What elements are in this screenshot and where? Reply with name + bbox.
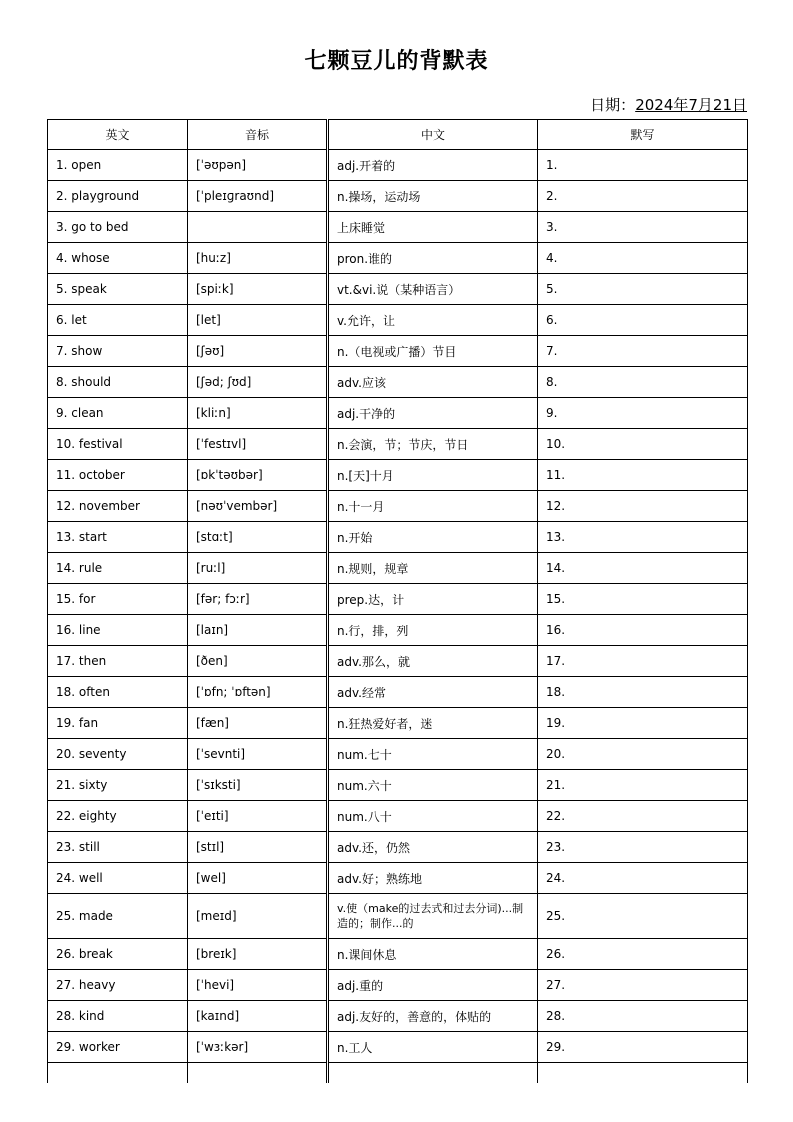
table-row — [48, 181, 748, 212]
chinese-cell — [328, 522, 538, 553]
dictation-cell-text: 20. — [546, 747, 566, 761]
table-row — [48, 553, 748, 584]
phonetic-cell — [188, 150, 328, 181]
dictation-cell-text: 8. — [546, 375, 558, 389]
english-cell-text: 13. start — [56, 530, 107, 544]
english-cell-text: 25. made — [56, 909, 113, 923]
english-cell-text: 6. let — [56, 313, 87, 327]
english-cell-text: 16. line — [56, 623, 101, 637]
table-row — [48, 491, 748, 522]
dictation-cell-text: 15. — [546, 592, 566, 606]
dictation-cell-text: 18. — [546, 685, 566, 699]
dictation-cell — [538, 739, 748, 770]
english-cell-text: 1. open — [56, 158, 102, 172]
phonetic-cell-text: [ʃəʊ] — [196, 344, 225, 358]
table-row — [48, 460, 748, 491]
phonetic-cell-text: [kliːn] — [196, 406, 231, 420]
chinese-cell-text: num.七十 — [337, 747, 392, 762]
phonetic-cell-text: [meɪd] — [196, 909, 237, 923]
english-cell-text: 19. fan — [56, 716, 99, 730]
phonetic-cell-text: [ˈeɪti] — [196, 809, 229, 823]
english-cell-text: 18. often — [56, 685, 110, 699]
dictation-cell-text: 3. — [546, 220, 558, 234]
chinese-cell — [328, 894, 538, 939]
dictation-cell — [538, 832, 748, 863]
phonetic-cell — [188, 212, 328, 243]
phonetic-cell — [188, 1001, 328, 1032]
english-cell — [48, 243, 188, 274]
english-cell — [48, 336, 188, 367]
table-row — [48, 305, 748, 336]
chinese-cell — [328, 274, 538, 305]
english-cell-text: 12. november — [56, 499, 140, 513]
english-cell-text: 4. whose — [56, 251, 110, 265]
english-cell — [48, 832, 188, 863]
chinese-cell — [328, 801, 538, 832]
dictation-cell — [538, 429, 748, 460]
phonetic-cell — [188, 708, 328, 739]
phonetic-cell — [188, 460, 328, 491]
dictation-cell — [538, 894, 748, 939]
phonetic-cell-text: [laɪn] — [196, 623, 229, 637]
phonetic-cell — [188, 970, 328, 1001]
phonetic-cell — [188, 1032, 328, 1063]
chinese-cell-text: num.八十 — [337, 809, 392, 824]
english-cell — [48, 584, 188, 615]
header-row — [48, 120, 748, 150]
blank-cell — [188, 1063, 328, 1084]
phonetic-cell-text: [ruːl] — [196, 561, 226, 575]
dictation-cell — [538, 181, 748, 212]
dictation-cell-text: 25. — [546, 909, 566, 923]
phonetic-cell — [188, 739, 328, 770]
dictation-cell-text: 24. — [546, 871, 566, 885]
dictation-cell-text: 14. — [546, 561, 566, 575]
english-cell — [48, 212, 188, 243]
phonetic-cell-text: [breɪk] — [196, 947, 237, 961]
phonetic-cell — [188, 181, 328, 212]
chinese-cell — [328, 708, 538, 739]
chinese-cell-text: adv.还，仍然 — [337, 840, 410, 855]
chinese-cell-text: num.六十 — [337, 778, 392, 793]
chinese-cell — [328, 398, 538, 429]
chinese-cell-text: adv.经常 — [337, 685, 386, 700]
dictation-cell-text: 28. — [546, 1009, 566, 1023]
date-line — [590, 94, 747, 115]
table-row — [48, 708, 748, 739]
blank-cell — [328, 1063, 538, 1084]
dictation-cell — [538, 522, 748, 553]
phonetic-cell-text: [ɒkˈtəʊbər] — [196, 468, 263, 482]
chinese-cell — [328, 429, 538, 460]
table-row — [48, 398, 748, 429]
dictation-cell-text: 22. — [546, 809, 566, 823]
phonetic-cell — [188, 243, 328, 274]
chinese-cell — [328, 181, 538, 212]
phonetic-cell-text: [ˈsevnti] — [196, 747, 246, 761]
english-cell-text: 29. worker — [56, 1040, 120, 1054]
phonetic-cell — [188, 336, 328, 367]
phonetic-cell — [188, 939, 328, 970]
chinese-cell — [328, 739, 538, 770]
table-row — [48, 646, 748, 677]
dictation-cell — [538, 708, 748, 739]
chinese-cell — [328, 336, 538, 367]
phonetic-cell — [188, 677, 328, 708]
dictation-cell-text: 6. — [546, 313, 558, 327]
english-cell-text: 17. then — [56, 654, 107, 668]
dictation-cell — [538, 1001, 748, 1032]
table-row — [48, 150, 748, 181]
phonetic-cell — [188, 491, 328, 522]
phonetic-cell-text: [ðen] — [196, 654, 228, 668]
english-cell — [48, 181, 188, 212]
english-cell-text: 27. heavy — [56, 978, 116, 992]
phonetic-cell — [188, 398, 328, 429]
dictation-cell — [538, 553, 748, 584]
table-row — [48, 770, 748, 801]
dictation-cell — [538, 615, 748, 646]
chinese-cell-text: adv.应该 — [337, 375, 386, 390]
english-cell-text: 9. clean — [56, 406, 104, 420]
date-label: 日期： — [590, 96, 636, 114]
table-row — [48, 584, 748, 615]
table-row — [48, 801, 748, 832]
chinese-cell — [328, 646, 538, 677]
phonetic-cell-text: [stɪl] — [196, 840, 225, 854]
dictation-cell-text: 17. — [546, 654, 566, 668]
english-cell — [48, 615, 188, 646]
table-row — [48, 212, 748, 243]
dictation-cell-text: 5. — [546, 282, 558, 296]
english-cell-text: 14. rule — [56, 561, 103, 575]
table-row — [48, 1032, 748, 1063]
phonetic-cell-text: [let] — [196, 313, 221, 327]
chinese-cell — [328, 243, 538, 274]
table-row — [48, 939, 748, 970]
dictation-cell — [538, 367, 748, 398]
english-cell-text: 3. go to bed — [56, 220, 129, 234]
english-cell-text: 28. kind — [56, 1009, 105, 1023]
phonetic-cell — [188, 584, 328, 615]
dictation-cell-text: 13. — [546, 530, 566, 544]
dictation-cell-text: 4. — [546, 251, 558, 265]
dictation-cell-text: 16. — [546, 623, 566, 637]
dictation-cell-text: 23. — [546, 840, 566, 854]
table-row — [48, 832, 748, 863]
chinese-cell — [328, 212, 538, 243]
dictation-cell — [538, 274, 748, 305]
table-row — [48, 243, 748, 274]
english-cell — [48, 677, 188, 708]
chinese-cell-text: n.十一月 — [337, 499, 385, 514]
dictation-cell — [538, 770, 748, 801]
phonetic-cell — [188, 367, 328, 398]
chinese-cell-text: prep.达，计 — [337, 592, 405, 607]
header-dictation: 默写 — [538, 120, 748, 150]
phonetic-cell-text: [ˈhevi] — [196, 978, 235, 992]
phonetic-cell-text: [ˈəʊpən] — [196, 158, 247, 172]
dictation-cell — [538, 970, 748, 1001]
phonetic-cell-text: [fæn] — [196, 716, 229, 730]
table-row — [48, 970, 748, 1001]
dictation-cell — [538, 677, 748, 708]
phonetic-cell-text: [wel] — [196, 871, 226, 885]
phonetic-cell-text: [ˈfestɪvl] — [196, 437, 247, 451]
english-cell — [48, 708, 188, 739]
phonetic-cell — [188, 429, 328, 460]
english-cell-text: 2. playground — [56, 189, 140, 203]
phonetic-cell — [188, 615, 328, 646]
phonetic-cell-text: [nəʊˈvembər] — [196, 499, 278, 513]
dictation-cell — [538, 243, 748, 274]
phonetic-cell — [188, 894, 328, 939]
chinese-cell-text: n.狂热爱好者，迷 — [337, 716, 433, 731]
dictation-cell-text: 11. — [546, 468, 566, 482]
english-cell — [48, 522, 188, 553]
phonetic-cell-text: [ˈsɪksti] — [196, 778, 241, 792]
chinese-cell — [328, 939, 538, 970]
table-row — [48, 274, 748, 305]
vocab-table — [47, 119, 748, 1083]
phonetic-cell-text: [spiːk] — [196, 282, 234, 296]
dictation-cell — [538, 336, 748, 367]
english-cell-text: 7. show — [56, 344, 103, 358]
dictation-cell-text: 2. — [546, 189, 558, 203]
dictation-cell-text: 21. — [546, 778, 566, 792]
chinese-cell-text: adj.重的 — [337, 978, 384, 993]
blank-cell — [538, 1063, 748, 1084]
dictation-cell — [538, 939, 748, 970]
dictation-cell — [538, 584, 748, 615]
english-cell — [48, 429, 188, 460]
chinese-cell-text: adj.友好的，善意的，体贴的 — [337, 1009, 492, 1024]
english-cell — [48, 894, 188, 939]
chinese-cell — [328, 1001, 538, 1032]
table-row — [48, 522, 748, 553]
english-cell — [48, 863, 188, 894]
phonetic-cell — [188, 863, 328, 894]
table-row — [48, 739, 748, 770]
english-cell — [48, 305, 188, 336]
table-row — [48, 367, 748, 398]
english-cell — [48, 398, 188, 429]
phonetic-cell-text: [huːz] — [196, 251, 231, 265]
dictation-cell-text: 10. — [546, 437, 566, 451]
table-row — [48, 863, 748, 894]
blank-row — [48, 1063, 748, 1084]
chinese-cell — [328, 584, 538, 615]
english-cell — [48, 801, 188, 832]
dictation-cell-text: 9. — [546, 406, 558, 420]
dictation-cell — [538, 646, 748, 677]
chinese-cell-text: adj.干净的 — [337, 406, 396, 421]
phonetic-cell-text: [kaɪnd] — [196, 1009, 240, 1023]
phonetic-cell — [188, 522, 328, 553]
chinese-cell-text: 上床睡觉 — [337, 220, 386, 235]
header-chinese: 中文 — [328, 120, 538, 150]
phonetic-cell — [188, 801, 328, 832]
table-row — [48, 615, 748, 646]
chinese-cell — [328, 677, 538, 708]
chinese-cell — [328, 367, 538, 398]
english-cell-text: 8. should — [56, 375, 112, 389]
chinese-cell — [328, 305, 538, 336]
chinese-cell — [328, 832, 538, 863]
dictation-cell — [538, 491, 748, 522]
english-cell — [48, 274, 188, 305]
phonetic-cell — [188, 832, 328, 863]
chinese-cell-text: pron.谁的 — [337, 251, 393, 266]
english-cell — [48, 646, 188, 677]
english-cell — [48, 770, 188, 801]
chinese-cell-text: v.允许，让 — [337, 313, 395, 328]
dictation-cell — [538, 398, 748, 429]
phonetic-cell-text: [ˈwɜːkər] — [196, 1040, 249, 1054]
chinese-cell-text: vt.&vi.说（某种语言） — [337, 282, 461, 297]
english-cell-text: 11. october — [56, 468, 125, 482]
english-cell-text: 5. speak — [56, 282, 107, 296]
table-row — [48, 336, 748, 367]
phonetic-cell — [188, 305, 328, 336]
english-cell-text: 15. for — [56, 592, 96, 606]
chinese-cell-text: adv.好；熟练地 — [337, 871, 422, 886]
phonetic-cell — [188, 770, 328, 801]
english-cell — [48, 553, 188, 584]
dictation-cell — [538, 1032, 748, 1063]
chinese-cell — [328, 970, 538, 1001]
dictation-cell-text: 27. — [546, 978, 566, 992]
chinese-cell-text: n.[天]十月 — [337, 468, 394, 483]
english-cell-text: 20. seventy — [56, 747, 127, 761]
dictation-cell-text: 19. — [546, 716, 566, 730]
dictation-cell — [538, 150, 748, 181]
english-cell-text: 10. festival — [56, 437, 123, 451]
chinese-cell-text: adv.那么，就 — [337, 654, 410, 669]
dictation-cell-text: 1. — [546, 158, 558, 172]
phonetic-cell — [188, 274, 328, 305]
dictation-cell — [538, 801, 748, 832]
english-cell — [48, 939, 188, 970]
chinese-cell — [328, 150, 538, 181]
page-title: 七颗豆儿的背默表 — [304, 49, 489, 74]
dictation-cell — [538, 305, 748, 336]
chinese-cell — [328, 553, 538, 584]
chinese-cell — [328, 1032, 538, 1063]
english-cell — [48, 460, 188, 491]
dictation-cell — [538, 460, 748, 491]
english-cell-text: 21. sixty — [56, 778, 108, 792]
phonetic-cell-text: [fər; fɔːr] — [196, 592, 250, 606]
english-cell — [48, 150, 188, 181]
chinese-cell — [328, 491, 538, 522]
english-cell-text: 26. break — [56, 947, 113, 961]
chinese-cell-text: n.开始 — [337, 530, 373, 545]
header-english: 英文 — [48, 120, 188, 150]
dictation-cell — [538, 212, 748, 243]
dictation-cell-text: 29. — [546, 1040, 566, 1054]
english-cell — [48, 970, 188, 1001]
english-cell-text: 23. still — [56, 840, 100, 854]
blank-cell — [48, 1063, 188, 1084]
phonetic-cell — [188, 646, 328, 677]
dictation-cell-text: 7. — [546, 344, 558, 358]
table-row — [48, 1001, 748, 1032]
english-cell-text: 22. eighty — [56, 809, 117, 823]
dictation-cell-text: 12. — [546, 499, 566, 513]
english-cell — [48, 491, 188, 522]
chinese-cell — [328, 460, 538, 491]
date-value: 2024年7月21日 — [635, 96, 747, 114]
chinese-cell-text: adj.开着的 — [337, 158, 396, 173]
chinese-cell-text: n.行，排，列 — [337, 623, 409, 638]
chinese-cell-text: n.（电视或广播）节目 — [337, 344, 457, 359]
dictation-cell-text: 26. — [546, 947, 566, 961]
chinese-cell-text: n.会演，节；节庆，节日 — [337, 437, 469, 452]
phonetic-cell-text: [ʃəd; ʃʊd] — [196, 375, 252, 389]
english-cell — [48, 1032, 188, 1063]
table-row — [48, 894, 748, 939]
phonetic-cell-text: [ˈɒfn; ˈɒftən] — [196, 685, 271, 699]
chinese-cell — [328, 615, 538, 646]
english-cell — [48, 1001, 188, 1032]
chinese-cell — [328, 863, 538, 894]
chinese-cell-text: v.使（make的过去式和过去分词)...制造的；制作...的 — [337, 902, 524, 930]
english-cell — [48, 739, 188, 770]
phonetic-cell-text: [ˈpleɪɡraʊnd] — [196, 189, 274, 203]
english-cell-text: 24. well — [56, 871, 103, 885]
chinese-cell-text: n.工人 — [337, 1040, 373, 1055]
chinese-cell-text: n.课间休息 — [337, 947, 397, 962]
table-row — [48, 677, 748, 708]
phonetic-cell-text: [stɑːt] — [196, 530, 233, 544]
header-phonetic: 音标 — [188, 120, 328, 150]
phonetic-cell — [188, 553, 328, 584]
table-row — [48, 429, 748, 460]
chinese-cell-text: n.操场，运动场 — [337, 189, 421, 204]
english-cell — [48, 367, 188, 398]
chinese-cell — [328, 770, 538, 801]
dictation-cell — [538, 863, 748, 894]
chinese-cell-text: n.规则，规章 — [337, 561, 409, 576]
